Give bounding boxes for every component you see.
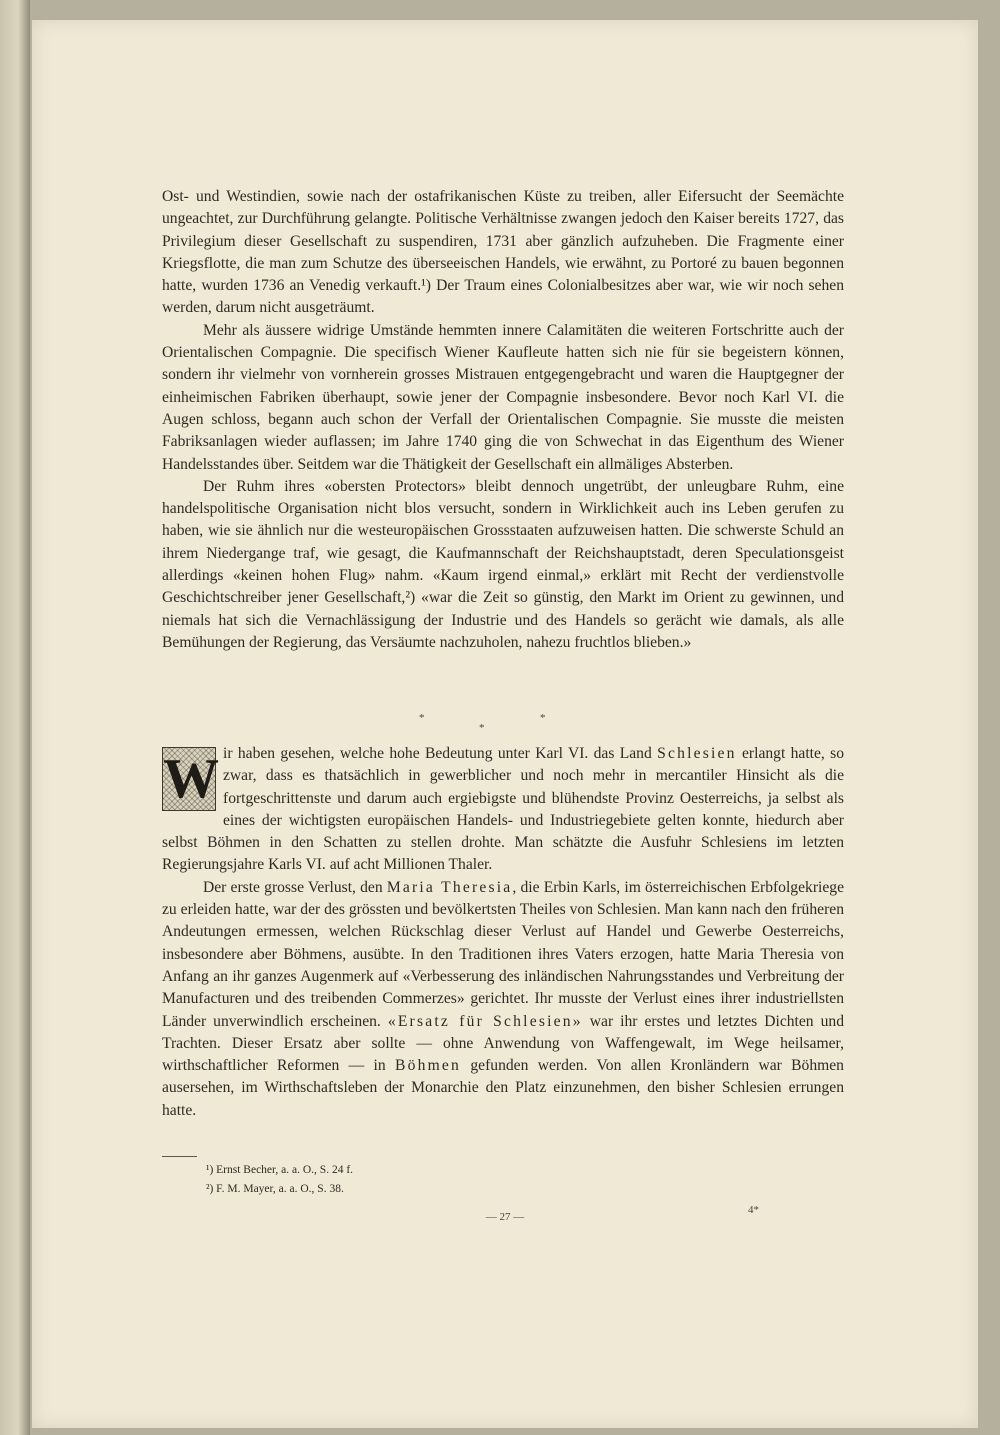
decorative-initial	[162, 747, 219, 811]
page-number: — 27 —	[485, 1211, 525, 1223]
footnote: ²) F. M. Mayer, a. a. O., S. 38.	[206, 1183, 344, 1195]
separator-star: *	[479, 722, 485, 734]
spaced-term: Maria Theresia	[386, 878, 513, 896]
footnotes	[162, 1156, 844, 1199]
initial-letter: W	[163, 748, 219, 810]
paragraph: Ost- und Westindien, sowie nach der ostafrikanischen Küste zu treiben, aller Eifersucht der Seemächte ungeachtet, zur Durchführung gelangte. Politische Verhältnisse zwangen jedoch den Kaiser bereits 1727, das Privilegium dieser Gesellschaft zu suspendiren, 1731 aber gänzlich aufzuheben. Die Fragmente einer Kriegsflotte, die man zum Schutze des überseeischen Handels, wie erwähnt, zu Portoré zu bauen begonnen hatte, wurden 1736 an Venedig verkauft.¹) Der Traum eines Colonialbesitzes aber war, wie wir noch sehen werden, darum nicht ausgeträumt.	[162, 188, 844, 317]
footnote: ¹) Ernst Becher, a. a. O., S. 24 f.	[206, 1164, 354, 1176]
text-run: gefunden werden. Von allen Kronländern war Böhmen ausersehen, im Wirthschaftsleben der Monarchie den Platz einzunehmen, den bisher Schlesien errungen hatte.	[162, 1057, 844, 1119]
footnote-rule	[162, 1156, 197, 1157]
text-run: , die Erbin Karls, im österreichischen Erbfolgekriege zu erleiden hatte, war der des grössten und bevölkertsten Theiles von Schlesien. Man kann nach den früheren Andeutungen ermessen, welchen Rückschlag dieser Verlust auf Handel und Gewerbe Oesterreichs, insbesondere aber Böhmens, ausübte. In den Traditionen ihres Vaters erzogen, hatte Maria Theresia von Anfang an ihr ganzes Augenmerk auf «Verbesserung des inländischen Nahrungsstandes und Verbreitung der Manufacturen und des treibenden Commerzes» gerichtet. Ihr musste der Verlust eines ihrer industriellsten Länder unverwindlich erscheinen.	[162, 878, 844, 1030]
text-run: ir haben gesehen, welche hohe Bedeutung unter Karl VI. das Land	[223, 745, 658, 762]
separator-star: *	[419, 712, 425, 724]
spaced-term: «Ersatz für Schlesien»	[387, 1012, 583, 1030]
text-block-section	[162, 743, 844, 1122]
paragraph	[162, 743, 844, 877]
adjacent-page-edge	[0, 0, 30, 1435]
text-run: erlangt hatte, so zwar, dass es thatsächlich in gewerblicher und noch mehr in mercantiler Hinsicht als die fortgeschrittenste und darum auch ergiebigste und blühendste Provinz Oesterreichs, ja selbst als eines der wichtigsten europäischen Handels- und Industriegebiete gelten konnte, hiedurch aber selbst Böhmen in den Schatten zu stellen drohte. Man schätzte die Ausfuhr Schlesiens im letzten Regierungsjahre Karls VI. auf acht Millionen Thaler.	[162, 745, 844, 874]
section-separator	[32, 708, 978, 738]
text-run: war ihr erstes und letztes Dichten und Trachten. Dieser Ersatz aber sollte — ohne Anwendung von Waffengewalt, im Wege heilsamer, wirthschaftlicher Reformen — in	[162, 1012, 844, 1075]
book-page	[32, 20, 978, 1428]
text-block-top	[162, 186, 844, 654]
paragraph: Der Ruhm ihres «obersten Protectors» bleibt dennoch ungetrübt, der unleugbare Ruhm, eine handelspolitische Organisation nicht blos versucht, sondern in Wirklichkeit auch ins Leben gerufen zu haben, wie sie ähnlich nur die westeuropäischen Grossstaaten aufzuweisen hatten. Die schwerste Schuld an ihrem Niedergange traf, wie gesagt, die Kaufmannschaft der Reichshauptstadt, deren Speculationsgeist allerdings «keinen hohen Flug» nahm. «Kaum irgend einmal,» erklärt mit Recht der verdienstvolle Geschichtschreiber jener Gesellschaft,²) «war die Zeit so günstig, den Markt im Orient zu gewinnen, und niemals hat sich die Vernachlässigung der Industrie und des Handels so gerächt wie damals, als alle Bemühungen der Regierung, das Versäumte nachzuholen, nahezu fruchtlos blieben.»	[162, 477, 844, 651]
text-run: Der erste grosse Verlust, den	[203, 878, 387, 896]
paragraph	[162, 877, 844, 1122]
spaced-term: Schlesien	[657, 745, 737, 762]
paragraph: Mehr als äussere widrige Umstände hemmten innere Calamitäten die weiteren Fortschritte auch der Orientalischen Compagnie. Die specifisch Wiener Kaufleute hatten sich nie für sie begeistern können, sondern ihr vielmehr von vornherein grosses Mistrauen entgegengebracht und waren die Hauptgegner der einheimischen Fabriken überhaupt, sowie jener der Compagnie insbesondere. Bevor noch Karl VI. die Augen schloss, begann auch schon der Verfall der Orientalischen Compagnie. Sie musste die meisten Fabriksanlagen wieder auflassen; im Jahre 1740 ging die von Schwechat in das Eigenthum des Wiener Handelsstandes über. Seitdem war die Thätigkeit der Gesellschaft ein allmäliges Absterben.	[162, 321, 844, 473]
spaced-term: Böhmen	[395, 1057, 462, 1075]
signature-mark: 4*	[748, 1204, 759, 1216]
separator-star: *	[540, 712, 546, 724]
